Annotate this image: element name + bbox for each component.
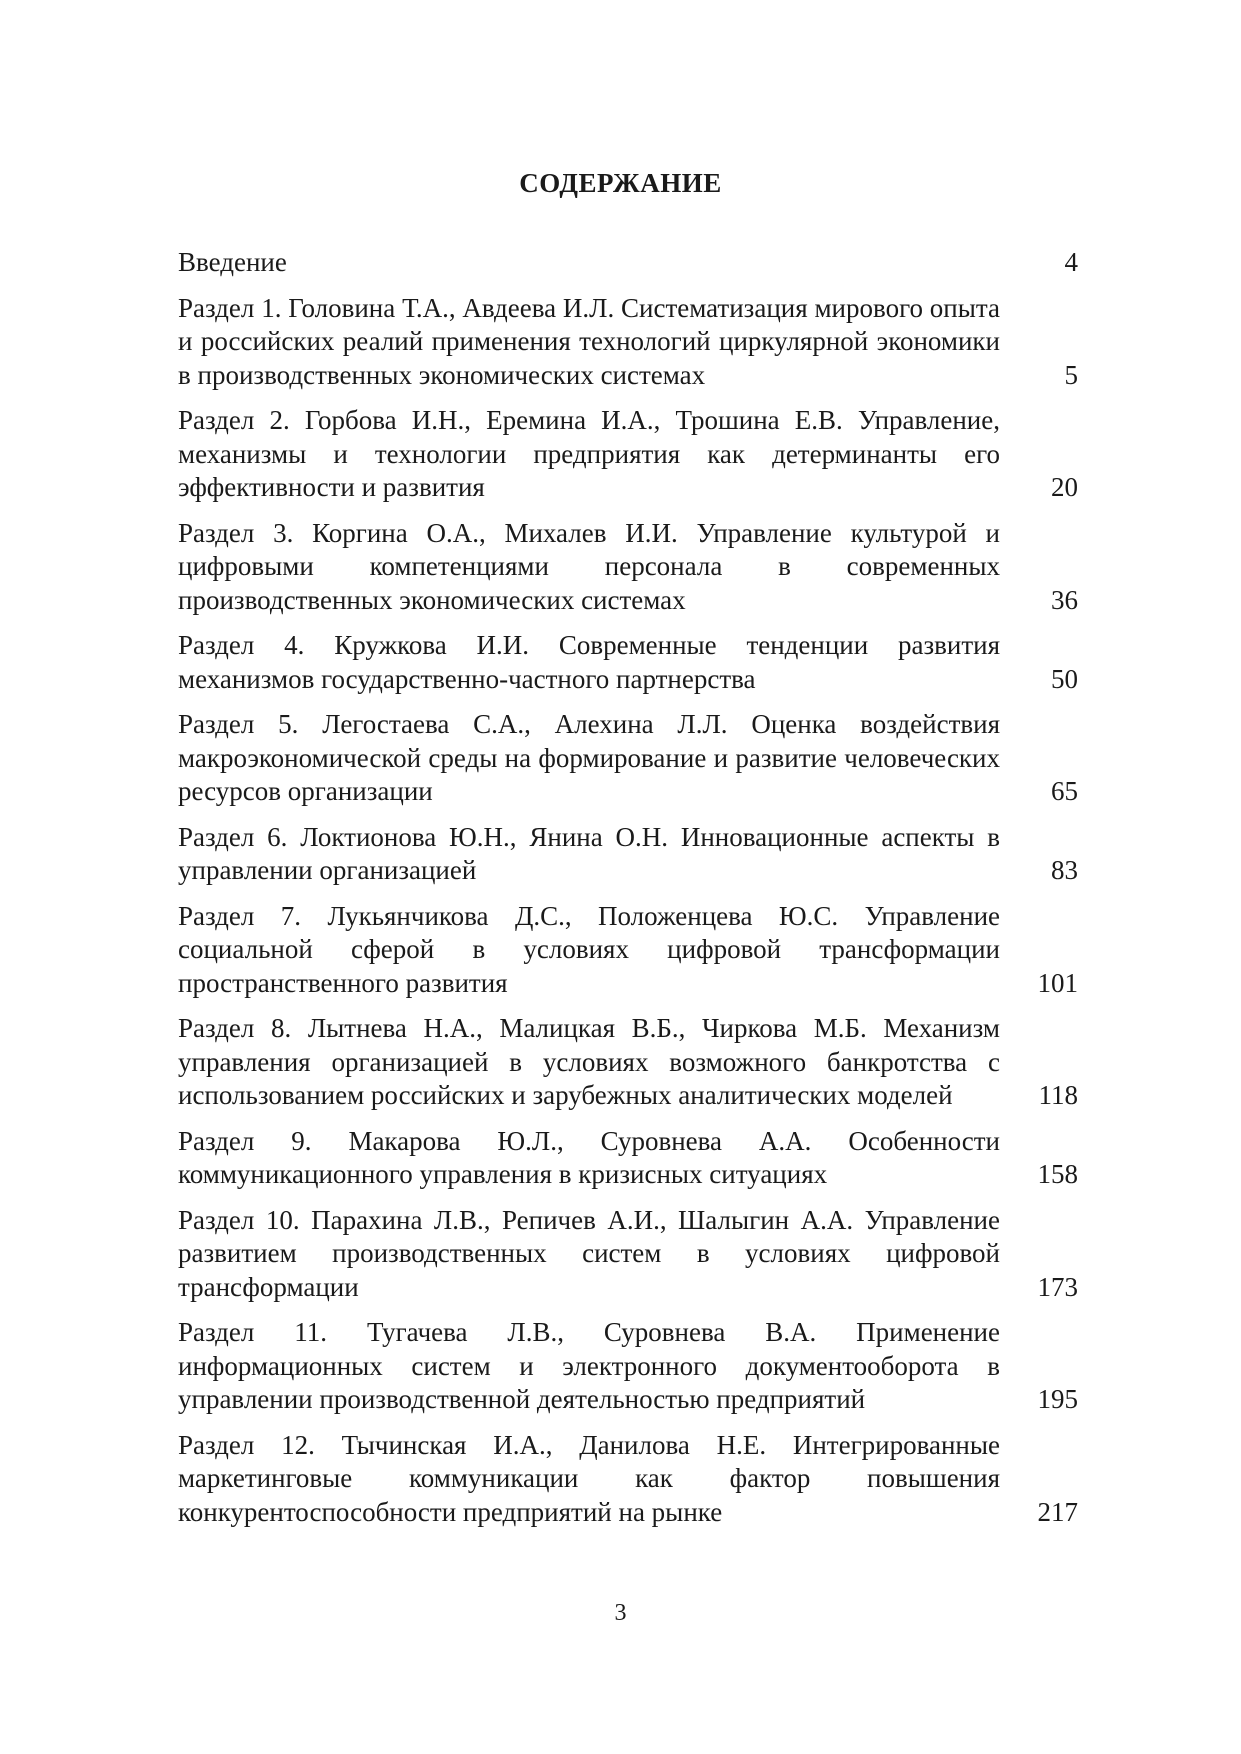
toc-entry-title: Раздел 10. Парахина Л.В., Репичев А.И., Шалыгин А.А. Управление развитием производственных систем в условиях цифровой трансформации [178, 1204, 1000, 1302]
toc-entry [178, 1204, 1078, 1305]
toc-entry-title: Раздел 7. Лукьянчикова Д.С., Положенцева Ю.С. Управление социальной сферой в условиях цифровой трансформации пространственного развития [178, 900, 1000, 998]
toc-entry [178, 1316, 1078, 1417]
page-number: 3 [614, 1600, 627, 1626]
page-title: СОДЕРЖАНИЕ [519, 168, 722, 198]
toc-entry-page: 158 [1037, 1159, 1078, 1189]
toc-entry-page: 83 [1051, 855, 1078, 885]
toc-entry [178, 629, 1078, 696]
toc-entry [178, 1429, 1078, 1530]
toc-entry-page: 217 [1037, 1496, 1078, 1527]
toc-entry-page: 173 [1037, 1271, 1078, 1302]
toc-entry [178, 900, 1078, 1001]
toc-entry-title: Раздел 6. Локтионова Ю.Н., Янина О.Н. Инновационные аспекты в управлении организацией [178, 821, 1000, 885]
toc-entry [178, 292, 1078, 393]
toc-entry [178, 708, 1078, 809]
toc-entry [178, 1125, 1078, 1192]
toc-entry-title: Раздел 8. Лытнева Н.А., Малицкая В.Б., Чиркова М.Б. Механизм управления организацией в условиях возможного банкротства с использованием российских и зарубежных аналитических моделей [178, 1013, 1000, 1110]
toc-entry-title: Раздел 2. Горбова И.Н., Еремина И.А., Трошина Е.В. Управление, механизмы и технологии предприятия как детерминанты его эффективности и развития [178, 405, 1000, 502]
toc-entry-page: 118 [1038, 1080, 1078, 1110]
toc-entry-page: 50 [1051, 663, 1078, 694]
toc-entry [178, 517, 1078, 618]
table-of-contents [178, 246, 1078, 1541]
toc-entry-page: 4 [1064, 247, 1078, 277]
toc-entry-title: Раздел 12. Тычинская И.А., Данилова Н.Е. Интегрированные маркетинговые коммуникации как фактор повышения конкурентоспособности предприятий на рынке [178, 1429, 1000, 1527]
toc-entry-page: 195 [1037, 1384, 1078, 1414]
toc-entry-title: Раздел 11. Тугачева Л.В., Суровнева В.А. Применение информационных систем и электронного документооборота в управлении производственной деятельностью предприятий [178, 1317, 1000, 1414]
toc-entry-page: 65 [1051, 776, 1078, 806]
toc-entry [178, 821, 1078, 888]
toc-entry-title: Раздел 1. Головина Т.А., Авдеева И.Л. Систематизация мирового опыта и российских реалий применения технологий циркулярной экономики в производственных экономических системах [178, 292, 1000, 390]
toc-entry-page: 101 [1037, 967, 1078, 998]
toc-entry-page: 20 [1051, 472, 1078, 502]
toc-entry [178, 404, 1078, 505]
toc-entry [178, 1012, 1078, 1113]
toc-entry-page: 36 [1051, 584, 1078, 615]
toc-entry [178, 246, 1078, 280]
toc-entry-title: Введение [178, 247, 287, 277]
toc-entry-title: Раздел 3. Коргина О.А., Михалев И.И. Управление культурой и цифровыми компетенциями персонала в современных производственных экономических системах [178, 517, 1000, 615]
toc-entry-page: 5 [1064, 359, 1078, 390]
toc-entry-title: Раздел 4. Кружкова И.И. Современные тенденции развития механизмов государственно-частного партнерства [178, 630, 1000, 694]
toc-entry-title: Раздел 9. Макарова Ю.Л., Суровнева А.А. Особенности коммуникационного управления в кризисных ситуациях [178, 1125, 1000, 1189]
toc-entry-title: Раздел 5. Легостаева С.А., Алехина Л.Л. Оценка воздействия макроэкономической среды на формирование и развитие человеческих ресурсов организации [178, 709, 1000, 806]
